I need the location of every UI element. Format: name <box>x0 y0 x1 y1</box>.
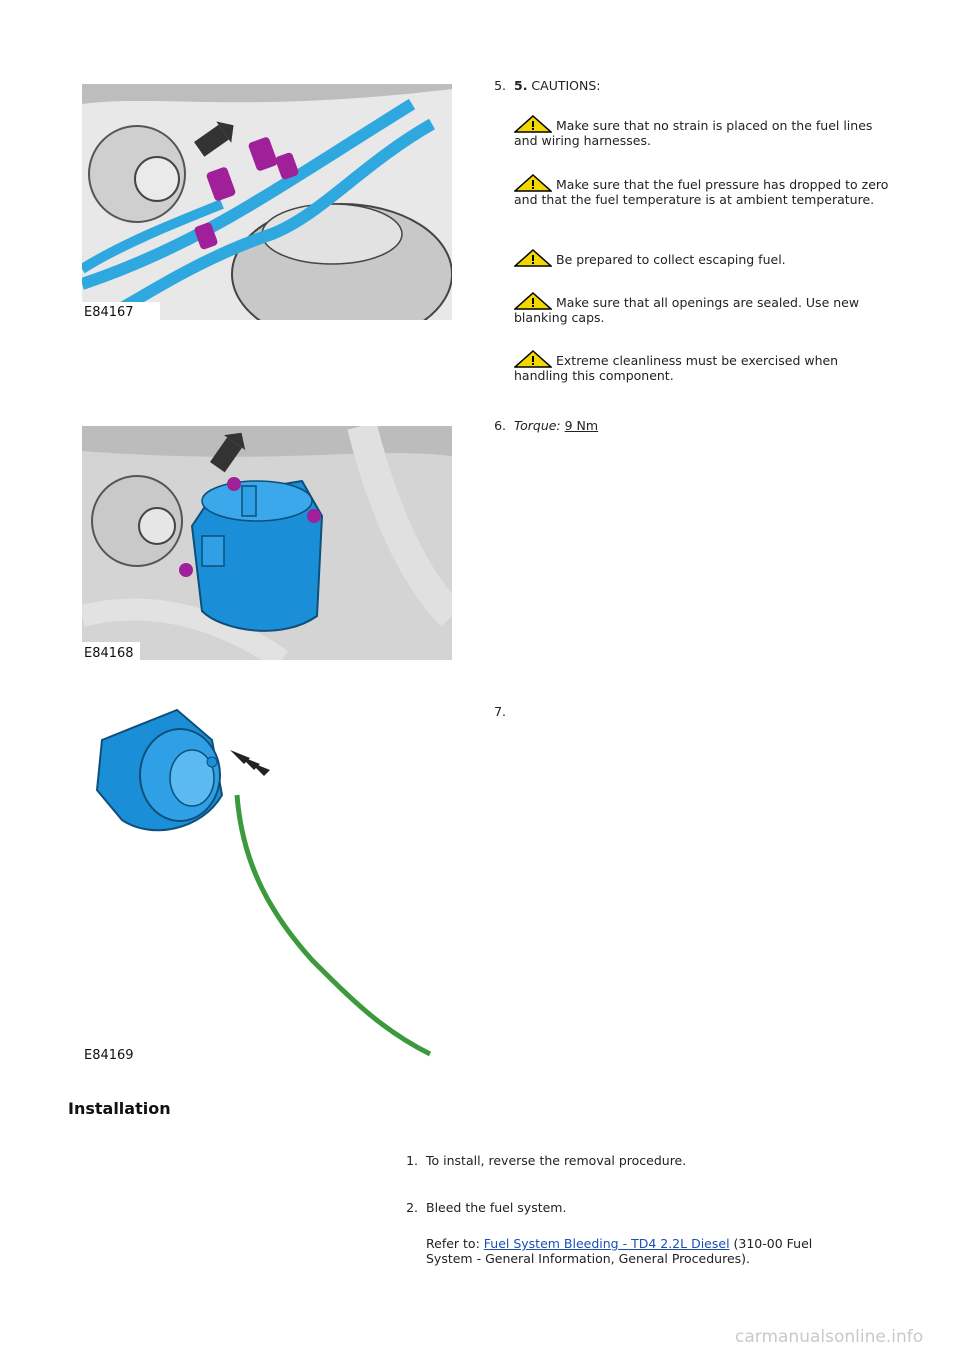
step-7-number: 7. <box>494 704 506 719</box>
warning-icon <box>514 249 552 267</box>
warning-icon <box>514 115 552 133</box>
caution-5 <box>514 350 889 383</box>
refer-suffix-2: System - General Information, General Procedures). <box>426 1251 751 1266</box>
caution-4 <box>514 292 889 325</box>
install-step-1-number: 1. <box>406 1153 418 1168</box>
warning-icon <box>514 292 552 310</box>
install-step-1-text: To install, reverse the removal procedure. <box>426 1153 687 1168</box>
figure-fuel-lines <box>82 84 452 320</box>
torque-label: Torque: <box>514 418 561 433</box>
fuel-system-bleeding-link[interactable]: Fuel System Bleeding - TD4 2.2L Diesel <box>483 1236 730 1251</box>
caution-text: Extreme cleanliness must be exercised when handling this component. <box>514 353 839 383</box>
figure-filter-drain <box>82 700 452 1064</box>
caution-text: Make sure that the fuel pressure has dropped to zero and that the fuel temperature is at ambient temperature. <box>514 177 889 207</box>
refer-to-line <box>426 1236 866 1266</box>
refer-suffix-1: (310-00 Fuel <box>729 1236 813 1251</box>
install-step-2-text: Bleed the fuel system. <box>426 1200 567 1215</box>
caution-text: Make sure that all openings are sealed. Use new blanking caps. <box>514 295 860 325</box>
caution-3 <box>514 249 889 267</box>
figure-2-label: E84168 <box>84 646 134 660</box>
watermark: carmanualsonline.info <box>735 1327 924 1347</box>
refer-prefix: Refer to: <box>426 1236 484 1251</box>
step-6-torque <box>514 418 598 433</box>
warning-icon <box>514 350 552 368</box>
caution-text: Make sure that no strain is placed on the fuel lines and wiring harnesses. <box>514 118 873 148</box>
step-6-number: 6. <box>494 418 506 433</box>
step-5-number: 5. <box>494 78 506 93</box>
figure-3-label: E84169 <box>84 1048 134 1063</box>
install-step-2-number: 2. <box>406 1200 418 1215</box>
installation-heading: Installation <box>68 1099 171 1118</box>
caution-1 <box>514 115 889 148</box>
step-5-title-text: CAUTIONS: <box>527 78 601 93</box>
figure-fuel-filter <box>82 426 452 660</box>
step-5-title <box>514 78 601 93</box>
figure-1-label: E84167 <box>84 305 134 320</box>
step-5-title-num: 5. <box>514 78 528 93</box>
warning-icon <box>514 174 552 192</box>
caution-2 <box>514 174 889 207</box>
caution-text: Be prepared to collect escaping fuel. <box>556 252 786 267</box>
torque-value[interactable]: 9 Nm <box>564 418 599 433</box>
